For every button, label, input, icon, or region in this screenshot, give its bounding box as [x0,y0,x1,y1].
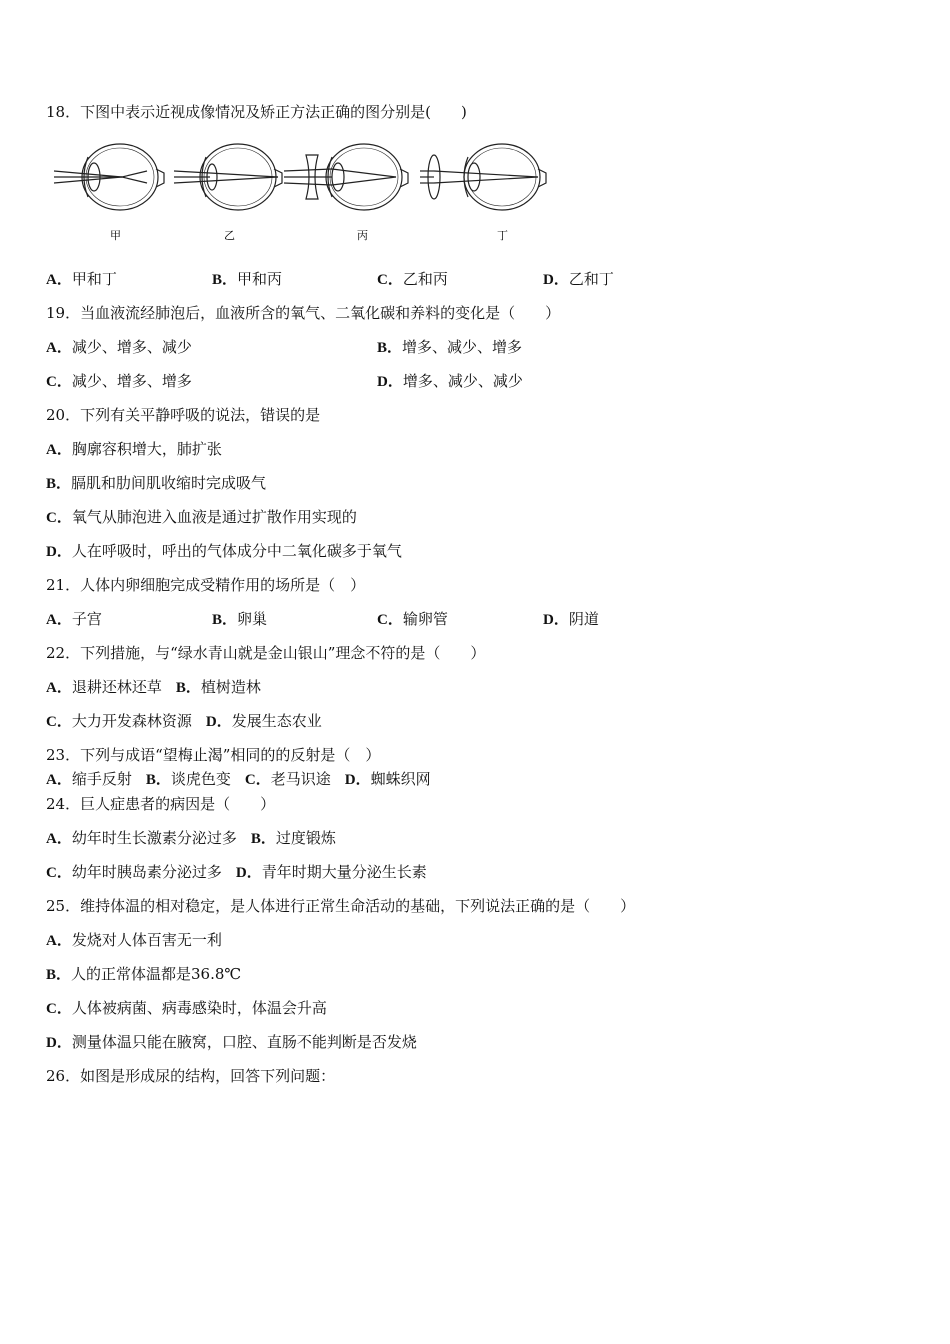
q24-options-row-1: A．幼年时生长激素分泌过多 B．过度锻炼 [46,829,336,847]
eye-diagram-jia [54,144,164,210]
label-ding: 丁 [497,229,508,242]
q18-option-a: A．甲和丁 [46,270,117,288]
q22-options-row-2: C．大力开发森林资源 D．发展生态农业 [46,712,322,730]
q19-option-c: C．减少、增多、增多 [46,372,192,390]
q18-option-b: B．甲和丙 [212,270,283,288]
question-26: 26．如图是形成尿的结构，回答下列问题： [46,1067,336,1085]
eye-diagram-bing [284,144,408,210]
q18-option-c: C．乙和丙 [377,270,448,288]
label-yi: 乙 [224,229,235,242]
q19-option-a: A．减少、增多、减少 [46,338,192,356]
q18-option-d: D．乙和丁 [543,270,614,288]
q23-options-row: A．缩手反射 B．谈虎色变 C．老马识途 D．蜘蛛织网 [46,770,431,788]
question-25: 25．维持体温的相对稳定，是人体进行正常生命活动的基础，下列说法正确的是（ ） [46,897,636,915]
eye-diagram-yi [174,144,282,210]
q19-option-b: B．增多、减少、增多 [377,338,523,356]
question-18: 18．下图中表示近视成像情况及矫正方法正确的图分别是( ) [46,103,467,121]
q24-options-row-2: C．幼年时胰岛素分泌过多 D．青年时期大量分泌生长素 [46,863,427,881]
q21-option-a: A．子宫 [46,610,102,628]
q21-option-b: B．卵巢 [212,610,268,628]
q25-option-b: B．人的正常体温都是36.8℃ [46,965,242,983]
question-21: 21．人体内卵细胞完成受精作用的场所是（ ） [46,576,366,594]
eye-diagram-figure [52,135,552,247]
question-23: 23．下列与成语“望梅止渴”相同的的反射是（ ） [46,746,381,764]
label-jia: 甲 [110,229,121,242]
question-24: 24．巨人症患者的病因是（ ） [46,795,276,813]
q20-option-a: A．胸廓容积增大，肺扩张 [46,440,222,458]
question-19: 19．当血液流经肺泡后，血液所含的氧气、二氧化碳和养料的变化是（ ） [46,304,561,322]
label-bing: 丙 [357,229,368,242]
q20-option-d: D．人在呼吸时，呼出的气体成分中二氧化碳多于氧气 [46,542,402,560]
q20-option-b: B．膈肌和肋间肌收缩时完成吸气 [46,474,267,492]
q25-option-c: C．人体被病菌、病毒感染时，体温会升高 [46,999,327,1017]
q20-option-c: C．氧气从肺泡进入血液是通过扩散作用实现的 [46,508,357,526]
question-22: 22．下列措施，与“绿水青山就是金山银山”理念不符的是（ ） [46,644,486,662]
q25-option-d: D．测量体温只能在腋窝，口腔、直肠不能判断是否发烧 [46,1033,417,1051]
q19-option-d: D．增多、减少、减少 [377,372,523,390]
q21-option-d: D．阴道 [543,610,599,628]
q25-option-a: A．发烧对人体百害无一利 [46,931,222,949]
question-20: 20．下列有关平静呼吸的说法，错误的是 [46,406,321,424]
eye-diagram-ding [420,144,546,210]
q21-option-c: C．输卵管 [377,610,448,628]
q22-options-row-1: A．退耕还林还草 B．植树造林 [46,678,261,696]
